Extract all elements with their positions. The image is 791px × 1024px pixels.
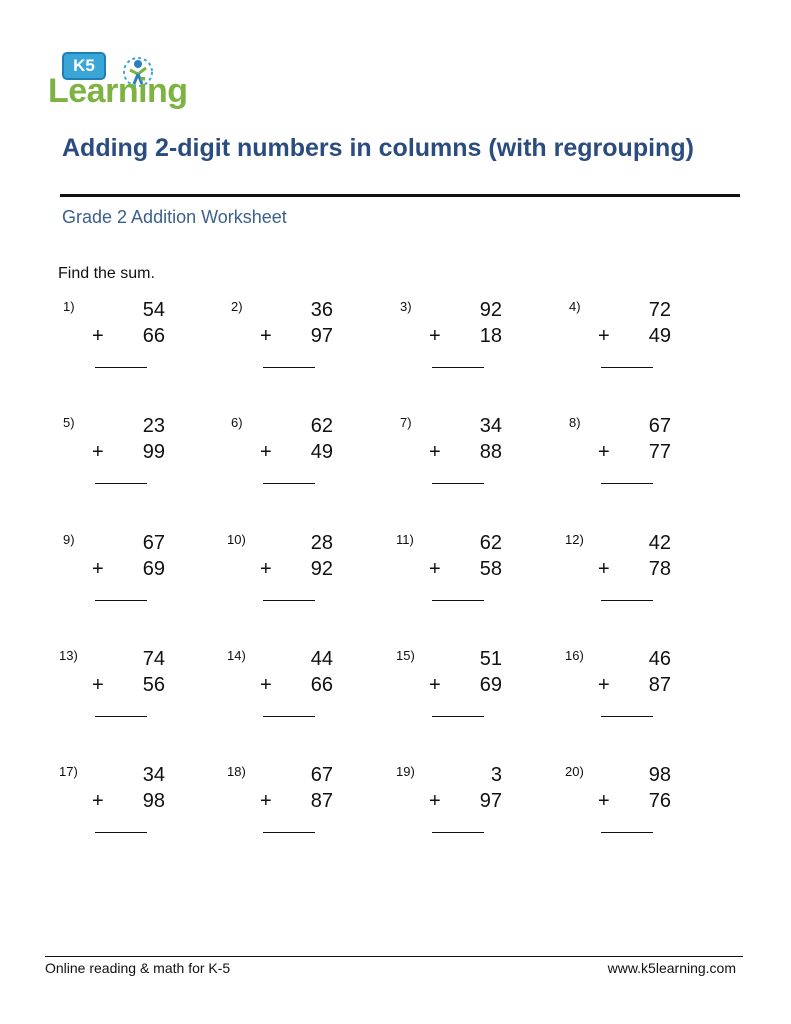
problem-10 — [227, 532, 357, 622]
problem-number: 17) — [59, 764, 78, 779]
problem-number: 20) — [565, 764, 584, 779]
page-title: Adding 2-digit numbers in columns (with regrouping) — [62, 134, 694, 162]
addend-top: 54 — [142, 299, 165, 321]
addend-top: 34 — [142, 764, 165, 786]
answer-line[interactable] — [601, 483, 653, 484]
problem-number: 11) — [396, 532, 414, 547]
problem-5 — [63, 415, 193, 505]
problem-number: 9) — [63, 532, 75, 547]
addend-top: 42 — [648, 532, 671, 554]
answer-line[interactable] — [601, 716, 653, 717]
footer-divider — [45, 956, 743, 957]
problem-number: 6) — [231, 415, 243, 430]
page-subtitle: Grade 2 Addition Worksheet — [62, 207, 287, 227]
plus-sign: + — [429, 674, 441, 696]
plus-sign: + — [598, 790, 610, 812]
footer-website-link[interactable]: www.k5learning.com — [607, 960, 736, 976]
problem-2 — [231, 299, 361, 389]
addend-top: 36 — [310, 299, 333, 321]
addend-bottom: 56 — [142, 674, 165, 696]
addend-top: 67 — [648, 415, 671, 437]
addend-bottom: 97 — [479, 790, 502, 812]
answer-line[interactable] — [601, 832, 653, 833]
addend-top: 92 — [479, 299, 502, 321]
answer-line[interactable] — [95, 483, 147, 484]
problem-7 — [400, 415, 530, 505]
instruction-text: Find the sum. — [58, 265, 155, 282]
addend-top: 67 — [142, 532, 165, 554]
plus-sign: + — [92, 558, 104, 580]
problem-number: 3) — [400, 299, 412, 314]
problem-number: 8) — [569, 415, 581, 430]
addend-bottom: 97 — [310, 325, 333, 347]
addend-bottom: 77 — [648, 441, 671, 463]
problem-3 — [400, 299, 530, 389]
answer-line[interactable] — [263, 367, 315, 368]
plus-sign: + — [260, 674, 272, 696]
problem-12 — [565, 532, 695, 622]
plus-sign: + — [92, 441, 104, 463]
problem-number: 12) — [565, 532, 584, 547]
problem-number: 4) — [569, 299, 581, 314]
problem-number: 15) — [396, 648, 415, 663]
addend-bottom: 69 — [142, 558, 165, 580]
addend-bottom: 92 — [310, 558, 333, 580]
answer-line[interactable] — [432, 716, 484, 717]
addend-bottom: 58 — [479, 558, 502, 580]
problem-number: 7) — [400, 415, 412, 430]
addend-top: 62 — [479, 532, 502, 554]
footer-tagline: Online reading & math for K-5 — [45, 960, 231, 976]
problem-number: 18) — [227, 764, 246, 779]
answer-line[interactable] — [263, 600, 315, 601]
problem-number: 19) — [396, 764, 415, 779]
answer-line[interactable] — [263, 716, 315, 717]
addend-top: 46 — [648, 648, 671, 670]
answer-line[interactable] — [95, 832, 147, 833]
addend-bottom: 78 — [648, 558, 671, 580]
problem-4 — [569, 299, 699, 389]
answer-line[interactable] — [432, 832, 484, 833]
problem-18 — [227, 764, 357, 854]
plus-sign: + — [429, 441, 441, 463]
plus-sign: + — [598, 441, 610, 463]
problem-number: 10) — [227, 532, 246, 547]
problem-19 — [396, 764, 526, 854]
answer-line[interactable] — [432, 483, 484, 484]
addend-top: 74 — [142, 648, 165, 670]
addend-bottom: 76 — [648, 790, 671, 812]
addend-bottom: 66 — [142, 325, 165, 347]
problem-9 — [63, 532, 193, 622]
logo-wordmark: Learning — [48, 72, 188, 110]
addend-bottom: 69 — [479, 674, 502, 696]
problem-number: 16) — [565, 648, 584, 663]
problem-number: 2) — [231, 299, 243, 314]
answer-line[interactable] — [432, 600, 484, 601]
problem-13 — [59, 648, 189, 738]
addend-bottom: 18 — [479, 325, 502, 347]
problem-14 — [227, 648, 357, 738]
plus-sign: + — [429, 325, 441, 347]
plus-sign: + — [429, 558, 441, 580]
answer-line[interactable] — [432, 367, 484, 368]
answer-line[interactable] — [95, 367, 147, 368]
answer-line[interactable] — [95, 600, 147, 601]
addend-bottom: 87 — [310, 790, 333, 812]
plus-sign: + — [598, 558, 610, 580]
plus-sign: + — [92, 790, 104, 812]
plus-sign: + — [260, 325, 272, 347]
addend-top: 62 — [310, 415, 333, 437]
addend-bottom: 66 — [310, 674, 333, 696]
addend-bottom: 98 — [142, 790, 165, 812]
plus-sign: + — [260, 790, 272, 812]
plus-sign: + — [260, 558, 272, 580]
addend-top: 44 — [310, 648, 333, 670]
problem-number: 14) — [227, 648, 246, 663]
addend-top: 98 — [648, 764, 671, 786]
addend-top: 51 — [479, 648, 502, 670]
problem-1 — [63, 299, 193, 389]
problem-11 — [396, 532, 526, 622]
problem-number: 13) — [59, 648, 78, 663]
problem-16 — [565, 648, 695, 738]
problem-number: 1) — [63, 299, 75, 314]
addend-bottom: 88 — [479, 441, 502, 463]
problem-6 — [231, 415, 361, 505]
answer-line[interactable] — [95, 716, 147, 717]
plus-sign: + — [260, 441, 272, 463]
addend-top: 34 — [479, 415, 502, 437]
answer-line[interactable] — [263, 832, 315, 833]
answer-line[interactable] — [601, 600, 653, 601]
addend-bottom: 99 — [142, 441, 165, 463]
addend-top: 3 — [490, 764, 502, 786]
addend-top: 67 — [310, 764, 333, 786]
answer-line[interactable] — [263, 483, 315, 484]
addend-bottom: 87 — [648, 674, 671, 696]
answer-line[interactable] — [601, 367, 653, 368]
problem-8 — [569, 415, 699, 505]
addend-bottom: 49 — [310, 441, 333, 463]
addend-bottom: 49 — [648, 325, 671, 347]
logo-badge: K5 — [62, 52, 106, 80]
plus-sign: + — [598, 674, 610, 696]
problem-15 — [396, 648, 526, 738]
addend-top: 28 — [310, 532, 333, 554]
addend-top: 23 — [142, 415, 165, 437]
problem-20 — [565, 764, 695, 854]
addend-top: 72 — [648, 299, 671, 321]
plus-sign: + — [598, 325, 610, 347]
problem-17 — [59, 764, 189, 854]
plus-sign: + — [92, 674, 104, 696]
problem-number: 5) — [63, 415, 75, 430]
plus-sign: + — [429, 790, 441, 812]
plus-sign: + — [92, 325, 104, 347]
